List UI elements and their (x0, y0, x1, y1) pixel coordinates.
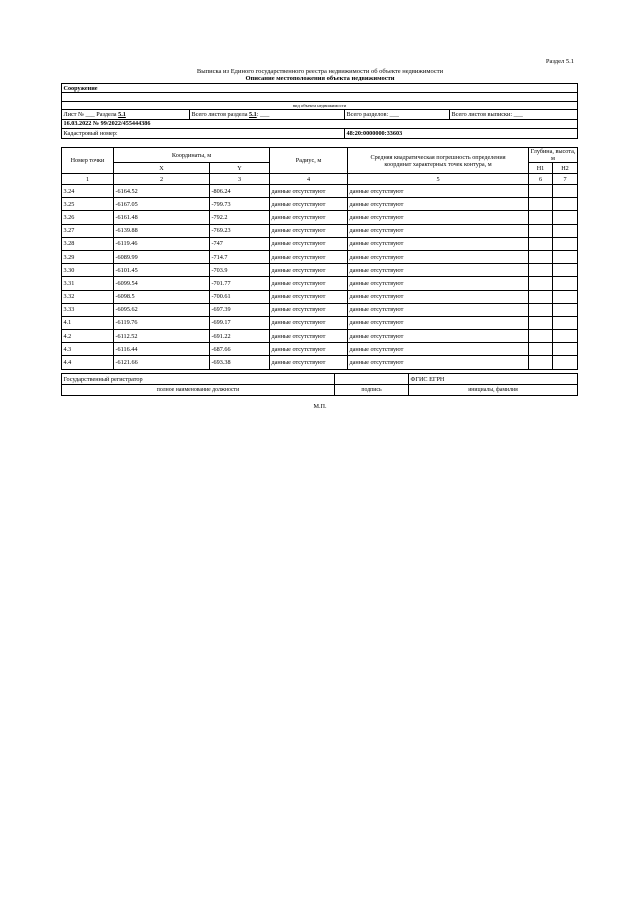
date-number: 16.03.2022 № 99/2022/455444386 (62, 119, 578, 128)
table-row (62, 343, 578, 356)
depth-h2 (553, 356, 578, 369)
point-number: 3.29 (62, 250, 114, 263)
object-type: Сооружение (62, 84, 578, 93)
depth-h2 (553, 290, 578, 303)
col-number: 7 (553, 174, 578, 185)
point-number: 3.25 (62, 198, 114, 211)
col-number: 5 (348, 174, 529, 185)
radius: данные отсутствуют (270, 343, 348, 356)
coordinates-table (61, 147, 578, 370)
x-header: X (114, 163, 210, 174)
depth-h1 (529, 290, 553, 303)
table-row (62, 330, 578, 343)
radius: данные отсутствуют (270, 198, 348, 211)
radius: данные отсутствуют (270, 224, 348, 237)
cadastral-number: 48:20:0000000:33603 (345, 129, 578, 138)
coord-y: -806.24 (210, 185, 270, 198)
table-row (62, 185, 578, 198)
coord-error: данные отсутствуют (348, 303, 529, 316)
depth-h1 (529, 185, 553, 198)
depth-h1 (529, 250, 553, 263)
coord-x: -6089.99 (114, 250, 210, 263)
coord-x: -6164.52 (114, 185, 210, 198)
point-number: 3.24 (62, 185, 114, 198)
point-number: 3.32 (62, 290, 114, 303)
radius: данные отсутствуют (270, 277, 348, 290)
coord-x: -6167.05 (114, 198, 210, 211)
point-number: 3.26 (62, 211, 114, 224)
radius: данные отсутствуют (270, 316, 348, 329)
coord-x: -6161.48 (114, 211, 210, 224)
depth-h1 (529, 316, 553, 329)
depth-h1 (529, 224, 553, 237)
col-number: 4 (270, 174, 348, 185)
signature-table (61, 373, 578, 396)
table-row (62, 250, 578, 263)
radius: данные отсутствуют (270, 211, 348, 224)
radius: данные отсутствуют (270, 290, 348, 303)
point-number: 4.2 (62, 330, 114, 343)
position-caption: полное наименование должности (62, 385, 335, 396)
coord-x: -6139.88 (114, 224, 210, 237)
depth-h1 (529, 237, 553, 250)
point-number: 3.33 (62, 303, 114, 316)
coord-x: -6121.66 (114, 356, 210, 369)
coord-error: данные отсутствуют (348, 290, 529, 303)
point-number: 3.28 (62, 237, 114, 250)
coord-error: данные отсутствуют (348, 343, 529, 356)
h1-header: Н1 (529, 163, 553, 174)
registry-system: ФГИС ЕГРН (409, 374, 578, 385)
depth-h2 (553, 185, 578, 198)
depth-h2 (553, 224, 578, 237)
coord-error: данные отсутствуют (348, 330, 529, 343)
section-mark: Раздел 5.1 (545, 58, 574, 65)
depth-h1 (529, 211, 553, 224)
signature-field (335, 374, 409, 385)
col-number: 1 (62, 174, 114, 185)
registrar-position: Государственный регистратор (62, 374, 335, 385)
coord-y: -714.7 (210, 250, 270, 263)
name-caption: инициалы, фамилия (409, 385, 578, 396)
depth-h1 (529, 356, 553, 369)
depth-h2 (553, 330, 578, 343)
coord-x: -6101.45 (114, 264, 210, 277)
depth-h1 (529, 343, 553, 356)
coord-error: данные отсутствуют (348, 198, 529, 211)
col-number: 3 (210, 174, 270, 185)
point-number: 4.4 (62, 356, 114, 369)
radius: данные отсутствуют (270, 185, 348, 198)
sections-total: Всего разделов: ___ (345, 110, 450, 119)
stamp-place: М.П. (313, 403, 327, 410)
depth-h1 (529, 330, 553, 343)
point-number: 4.3 (62, 343, 114, 356)
radius: данные отсутствуют (270, 330, 348, 343)
coord-error: данные отсутствуют (348, 356, 529, 369)
coord-y: -792.2 (210, 211, 270, 224)
point-number-header: Номер точки (62, 148, 114, 174)
depth-h2 (553, 277, 578, 290)
sheets-in-section: Всего листов раздела 5.1: ___ (190, 110, 345, 119)
depth-header: Глубина, высота, м (529, 148, 578, 163)
point-number: 3.31 (62, 277, 114, 290)
coord-y: -700.61 (210, 290, 270, 303)
depth-h2 (553, 343, 578, 356)
table-row (62, 211, 578, 224)
coord-y: -769.23 (210, 224, 270, 237)
depth-h1 (529, 264, 553, 277)
depth-h2 (553, 198, 578, 211)
radius: данные отсутствуют (270, 303, 348, 316)
point-number: 3.30 (62, 264, 114, 277)
coord-y: -693.38 (210, 356, 270, 369)
coord-y: -691.22 (210, 330, 270, 343)
depth-h2 (553, 264, 578, 277)
header-table (61, 83, 578, 139)
coord-y: -697.39 (210, 303, 270, 316)
table-row (62, 277, 578, 290)
coord-x: -6119.76 (114, 316, 210, 329)
coord-y: -799.73 (210, 198, 270, 211)
point-number: 4.1 (62, 316, 114, 329)
col-number: 2 (114, 174, 210, 185)
coord-x: -6116.44 (114, 343, 210, 356)
table-row (62, 198, 578, 211)
table-row (62, 237, 578, 250)
sheet-number: Лист № ___ Раздела 5.1 (62, 110, 190, 119)
sheet-info-row (62, 110, 578, 119)
coords-header: Координаты, м (114, 148, 270, 163)
radius: данные отсутствуют (270, 237, 348, 250)
coord-y: -747 (210, 237, 270, 250)
coord-x: -6099.54 (114, 277, 210, 290)
depth-h2 (553, 250, 578, 263)
coord-y: -699.17 (210, 316, 270, 329)
cadastral-label: Кадастровый номер: (62, 129, 345, 138)
depth-h1 (529, 198, 553, 211)
y-header: Y (210, 163, 270, 174)
coord-x: -6098.5 (114, 290, 210, 303)
coord-x: -6119.46 (114, 237, 210, 250)
radius: данные отсутствуют (270, 250, 348, 263)
coord-error: данные отсутствуют (348, 264, 529, 277)
depth-h2 (553, 237, 578, 250)
coord-error: данные отсутствуют (348, 224, 529, 237)
depth-h2 (553, 211, 578, 224)
table-row (62, 316, 578, 329)
signature-caption: подпись (335, 385, 409, 396)
radius: данные отсутствуют (270, 356, 348, 369)
radius: данные отсутствуют (270, 264, 348, 277)
coord-error: данные отсутствуют (348, 211, 529, 224)
col-number: 6 (529, 174, 553, 185)
document-subtitle: Описание местоположения объекта недвижимости (245, 75, 395, 82)
object-type-caption: вид объекта недвижимости (62, 102, 578, 110)
sheets-total: Всего листов выписки: ___ (450, 110, 578, 119)
coord-x: -6095.62 (114, 303, 210, 316)
depth-h2 (553, 316, 578, 329)
coord-error: данные отсутствуют (348, 277, 529, 290)
table-row (62, 303, 578, 316)
coord-x: -6112.52 (114, 330, 210, 343)
document-title: Выписка из Единого государственного реестра недвижимости об объекте недвижимости (196, 68, 444, 75)
depth-h2 (553, 303, 578, 316)
coord-error: данные отсутствуют (348, 250, 529, 263)
table-row (62, 290, 578, 303)
point-number: 3.27 (62, 224, 114, 237)
coord-y: -701.77 (210, 277, 270, 290)
depth-h1 (529, 303, 553, 316)
table-row (62, 224, 578, 237)
coord-y: -703.9 (210, 264, 270, 277)
depth-h1 (529, 277, 553, 290)
coord-error: данные отсутствуют (348, 316, 529, 329)
table-row (62, 264, 578, 277)
table-row (62, 356, 578, 369)
radius-header: Радиус, м (270, 148, 348, 174)
error-header: Средняя квадратическая погрешность определения координат характерных точек контура, м (348, 148, 529, 174)
h2-header: Н2 (553, 163, 578, 174)
coord-error: данные отсутствуют (348, 185, 529, 198)
coord-y: -687.66 (210, 343, 270, 356)
coord-error: данные отсутствуют (348, 237, 529, 250)
